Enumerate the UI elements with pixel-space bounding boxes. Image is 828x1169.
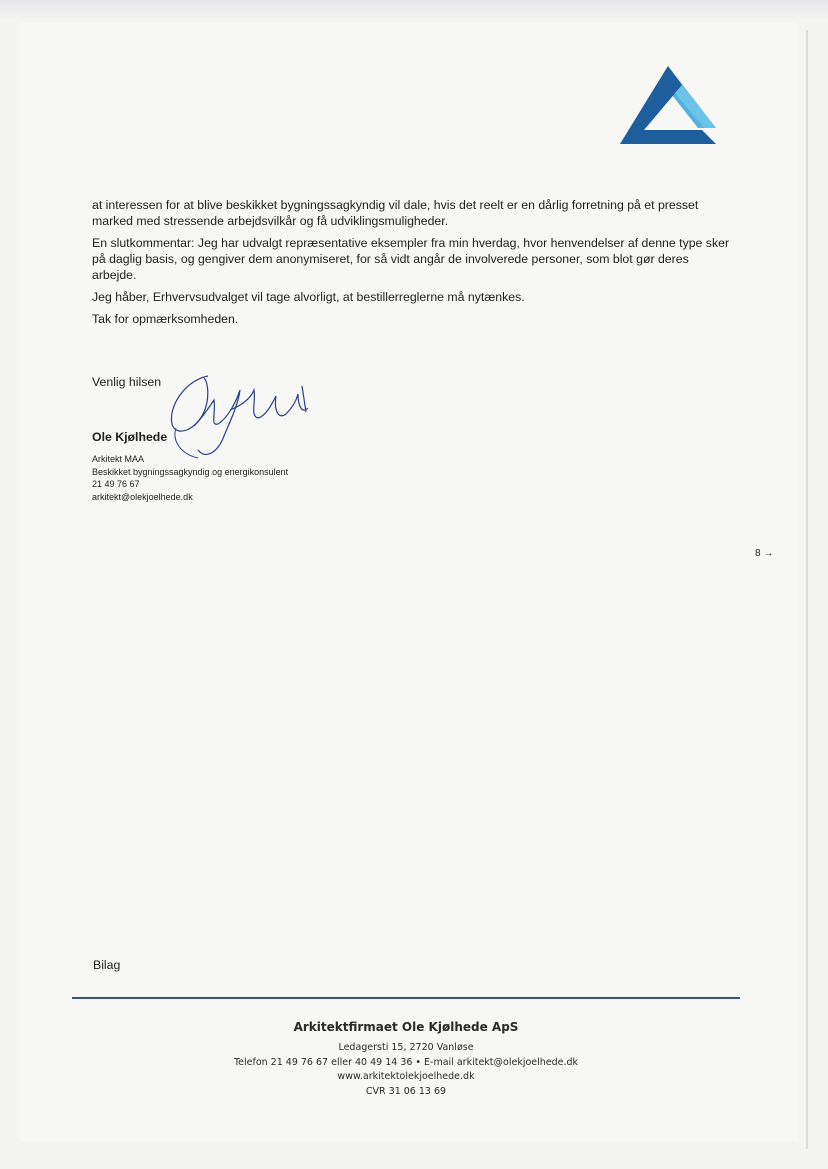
signer-title: Arkitekt MAA — [92, 454, 145, 464]
footer-address: Ledagersti 15, 2720 Vanløse — [338, 1042, 474, 1053]
letter-page — [20, 22, 798, 1142]
handwritten-signature — [158, 366, 318, 461]
paragraph-1: at interessen for at blive beskikket bygningssagkyndig vil dale, hvis det reelt er en dårlig forretning på et presset marked med stressende arbejdsvilkår og få udviklingsmuligheder. — [92, 198, 699, 228]
signer-email: arkitekt@olekjoelhede.dk — [92, 491, 193, 502]
scan-right-edge — [806, 30, 808, 1149]
paragraph-3: Jeg håber, Erhvervsudvalget vil tage alvorligt, at bestillerreglerne må nytænkes. — [92, 290, 525, 304]
paragraph-4: Tak for opmærksomheden. — [92, 312, 239, 326]
scan-top-edge — [0, 0, 828, 20]
footer-cvr: CVR 31 06 13 69 — [365, 1085, 447, 1097]
page-marker: 8 → — [755, 548, 774, 559]
footer-divider — [72, 997, 740, 999]
paragraph-2: En slutkommentar: Jeg har udvalgt repræsentative eksempler fra min hverdag, hvor henvendelser af denne type sker på daglig basis, og gengiver dem anonymiseret, for så vidt angår de involverede personer, som blot gør deres arbejde. — [92, 236, 730, 282]
footer-contact: Telefon 21 49 76 67 eller 40 49 14 36 • E-mail arkitekt@olekjoelhede.dk — [233, 1056, 579, 1068]
letterhead-footer — [72, 1020, 740, 1099]
footer-company: Arkitektfirmaet Ole Kjølhede ApS — [293, 1020, 519, 1034]
triangle-logo-icon — [620, 66, 716, 144]
attachment-label: Bilag — [93, 958, 121, 972]
signer-name: Ole Kjølhede — [92, 430, 168, 444]
footer-website: www.arkitektolekjoelhede.dk — [337, 1071, 475, 1082]
signer-role: Beskikket bygningssagkyndig og energikonsulent — [92, 466, 289, 477]
letter-body — [92, 197, 732, 333]
signer-details — [92, 453, 288, 503]
signer-phone: 21 49 76 67 — [92, 479, 140, 489]
closing-greeting: Venlig hilsen — [92, 375, 162, 389]
